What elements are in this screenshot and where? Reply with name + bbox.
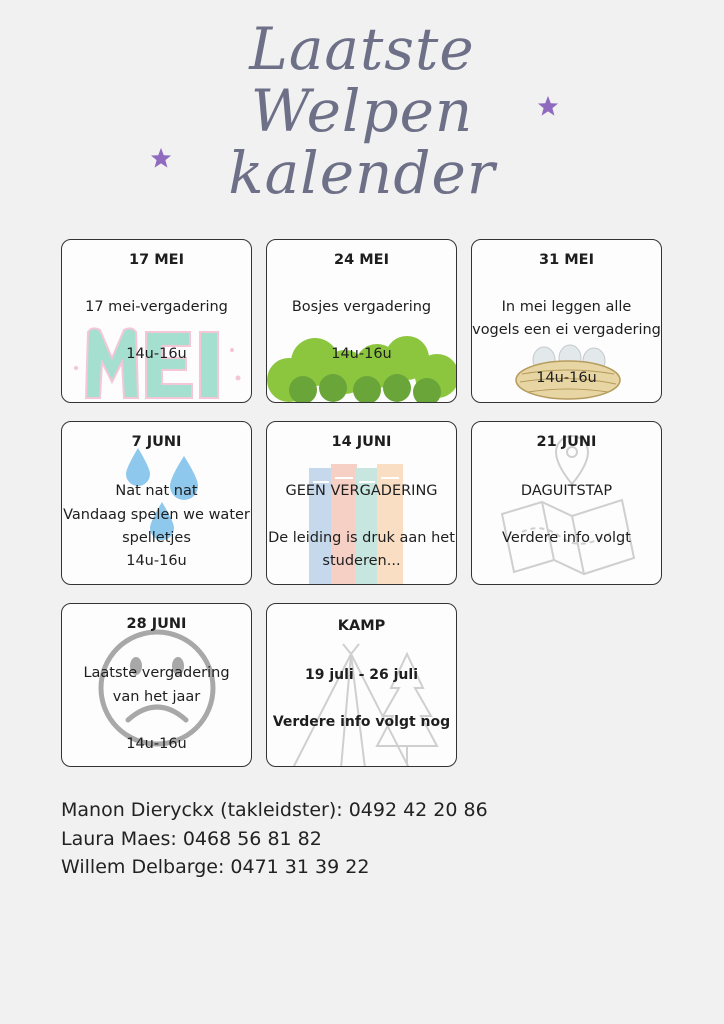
contact-line: Laura Maes: 0468 56 81 82: [61, 827, 322, 850]
card-text: spelletjes: [122, 530, 191, 546]
card-date: 24 MEI: [334, 252, 389, 268]
card-time: 14u-16u: [331, 346, 392, 362]
card-text: Verdere info volgt: [502, 530, 631, 546]
card-text: Nat nat nat: [115, 483, 198, 499]
contact-line: Manon Dieryckx (takleidster): 0492 42 20 86: [61, 799, 488, 821]
card-date: 21 JUNI: [536, 434, 597, 450]
card-text: GEEN VERGADERING: [285, 483, 438, 499]
card-text: 17 mei-vergadering: [85, 299, 228, 315]
card-text: 19 juli - 26 juli: [305, 667, 418, 683]
card-text: DAGUITSTAP: [520, 483, 613, 499]
contact-line: Willem Delbarge: 0471 31 39 22: [61, 856, 370, 878]
card-text: Bosjes vergadering: [291, 299, 432, 315]
card-time: 14u-16u: [536, 370, 597, 386]
card-text: vogels een ei vergadering: [472, 322, 661, 338]
star-icon: [537, 95, 559, 117]
card-date: 14 JUNI: [331, 434, 392, 450]
card-date: 17 MEI: [129, 252, 184, 268]
calendar-card-7-juni: [61, 421, 252, 585]
title-line-3: kalender: [228, 139, 496, 207]
card-text: Verdere info volgt nog: [272, 714, 451, 730]
card-time: 14u-16u: [126, 736, 187, 752]
card-text: studeren...: [322, 553, 401, 569]
title-line-1: Laatste: [249, 15, 475, 83]
card-text: Laatste vergadering: [83, 665, 230, 681]
card-date: KAMP: [337, 618, 386, 634]
calendar-card-21-juni: [471, 421, 662, 585]
card-date: 31 MEI: [539, 252, 594, 268]
card-text: van het jaar: [112, 689, 201, 705]
title-line-2: Welpen: [250, 77, 474, 145]
calendar-card-kamp: [266, 603, 457, 767]
card-date: 7 JUNI: [131, 434, 182, 450]
card-text: De leiding is druk aan het: [268, 530, 455, 546]
star-icon: [150, 147, 172, 169]
contact-list: [61, 796, 488, 882]
calendar-card-31-mei: [471, 239, 662, 403]
card-date: 28 JUNI: [126, 616, 187, 632]
calendar-card-14-juni: [266, 421, 457, 585]
card-time: 14u-16u: [126, 346, 187, 362]
card-time: 14u-16u: [126, 553, 187, 569]
page-title: [0, 15, 724, 207]
card-text: In mei leggen alle: [501, 299, 632, 315]
card-text: Vandaag spelen we water: [63, 507, 250, 523]
calendar-card-24-mei: [266, 239, 457, 403]
calendar-card-28-juni: [61, 603, 252, 767]
calendar-card-17-mei: [61, 239, 252, 403]
